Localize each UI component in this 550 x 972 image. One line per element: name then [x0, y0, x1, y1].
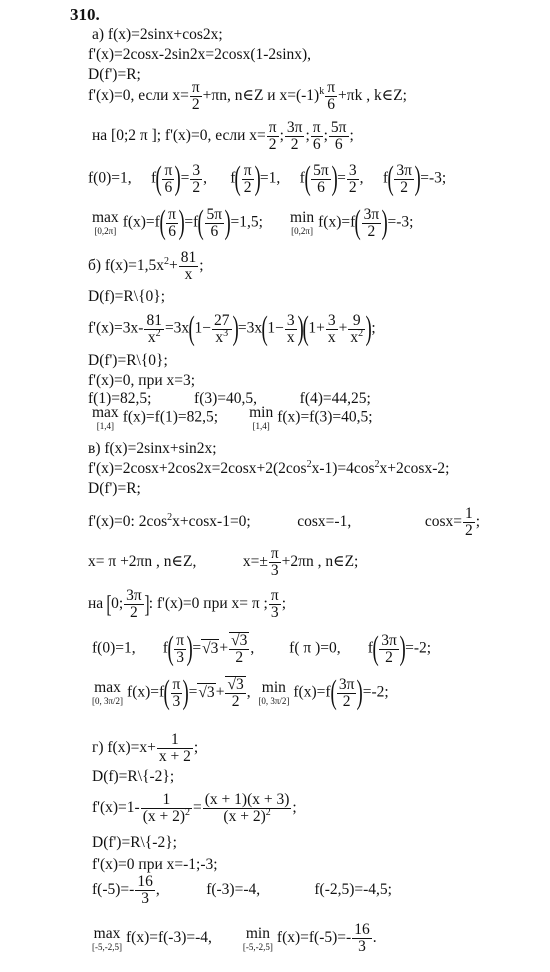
problem-number: 310.: [70, 5, 100, 24]
b-line-5: f'(x)=0, при x=3;: [88, 372, 196, 389]
a-line-4: f'(x)=0, если x= $\frac{\pi}{2}$ +πn, n∈Z и $x=(-1)^k$ $\frac{\pi}{6}$ +πk , k∈Z;: [88, 79, 407, 113]
d-max-min: max [-5,-2,5] f(x)=f(-3)=-4, min [-5,-2,5] f(x)=f(-5)=- $\frac{16}{3}$ .: [92, 921, 377, 955]
b-max-min: max [1,4] f(x)=f(1)=82,5; min [1,4] f(x)=f(3)=40,5;: [92, 404, 373, 431]
max-operator: max [1,4]: [92, 404, 119, 431]
min-operator: min [0,2π]: [290, 209, 315, 236]
c-line-2: $f'(x)=2\cos x+2\cos 2x=2\cos x+2(2\cos^2x-1)=4\cos^2x+2\cos x-2$;: [88, 458, 450, 477]
d-line-5: f'(x)=0 при x=-1;-3;: [92, 856, 218, 873]
b-line-2: D(f)=R\{0};: [88, 288, 166, 305]
a-line-5: на [0;2 π ]; f'(x)=0, если x= $\frac{\pi}{2}$ ; $\frac{3\pi}{2}$ ; $\frac{\pi}{6}$ ; $\frac{5\pi}{6}$ ;: [92, 119, 354, 153]
c-line-4: f'(x)=0: $2\cos^2x+\cos x-1=0$; cosx=-1, cosx= $\frac{1}{2}$ ;: [88, 505, 481, 539]
d-line-1: г) f(x)=x+ $\frac{1}{x + 2}$ ;: [92, 731, 199, 765]
d-line-3: f'(x)=1- $\frac{1}{(x + 2)^2}$ = $\frac{(x + 1)(x + 3)}{(x + 2)^2}$ ;: [92, 791, 297, 825]
c-line-1: в) f(x)=2sinx+sin2x;: [88, 440, 217, 457]
b-line-6: f(1)=82,5; f(3)=40,5, f(4)=44,25;: [88, 390, 371, 407]
min-operator: min [0, 3π/2]: [258, 679, 290, 706]
max-operator: max [0,2π]: [92, 209, 119, 236]
max-operator: max [-5,-2,5]: [92, 924, 122, 952]
d-line-2: D(f)=R\{-2};: [92, 768, 175, 785]
c-line-6: на [0; $\frac{3\pi}{2}$ ]: f'(x)=0 при x= π ; $\frac{\pi}{3}$ ;: [88, 587, 287, 621]
min-operator: min [-5,-2,5]: [242, 924, 273, 952]
a-max-min: max [0,2π] f(x)=f( $\frac{\pi}{6}$ )=f( $\frac{5\pi}{6}$ )=1,5; min [0,2π] f(x)=f( $\frac{3\pi}{2}$ )=-3;: [92, 204, 414, 241]
max-operator: max [0, 3π/2]: [92, 679, 124, 706]
c-values: f(0)=1, f( $\frac{\pi}{3}$ )=√3+ $\frac{√3}{2}$ , f( π )=0, f( $\frac{3\pi}{2}$ )=-2;: [92, 630, 432, 667]
b-line-1: б) $f(x)=1,5x^2+$ $\frac{81}{x}$ ;: [88, 249, 204, 283]
min-operator: min [1,4]: [249, 404, 274, 431]
b-line-4: D(f')=R\{0};: [88, 352, 168, 369]
b-line-3: f'(x)=3x- $\frac{81}{x^2}$ =3x(1− $\frac{27}{x^3}$ )=3x(1− $\frac{3}{x}$ )(1+ $\frac{3}{x}$ + $\frac{9}{x^2}$ );: [88, 310, 376, 347]
a-line-1: а) f(x)=2sinx+cos2x;: [92, 26, 223, 43]
c-max-min: max [0, 3π/2] f(x)=f( $\frac{\pi}{3}$ )=√3+ $\frac{√3}{2}$ , min [0, 3π/2] f(x)=f( $\frac{3\pi}{2}$ )=-2;: [92, 674, 389, 711]
a-values: f(0)=1, f( $\frac{\pi}{6}$ )= $\frac{3}{2}$ , f( $\frac{\pi}{2}$ )=1, f( $\frac{5\pi}{6}$ )= $\frac{3}{2}$ , f( $\frac{3\pi}{2}$ )=-3;: [88, 160, 447, 197]
d-line-6: f(-5)=- $\frac{16}{3}$ , f(-3)=-4, f(-2,5)=-4,5;: [92, 873, 392, 907]
c-line-5: x= π +2πn , n∈Z, x=± $\frac{\pi}{3}$ +2πn , n∈Z;: [88, 545, 359, 579]
c-line-3: D(f')=R;: [88, 480, 141, 497]
a-line-3: D(f')=R;: [88, 66, 141, 83]
d-line-4: D(f')=R\{-2};: [92, 834, 177, 851]
a-line-2: f'(x)=2cosx-2sin2x=2cosx(1-2sinx),: [88, 46, 312, 63]
